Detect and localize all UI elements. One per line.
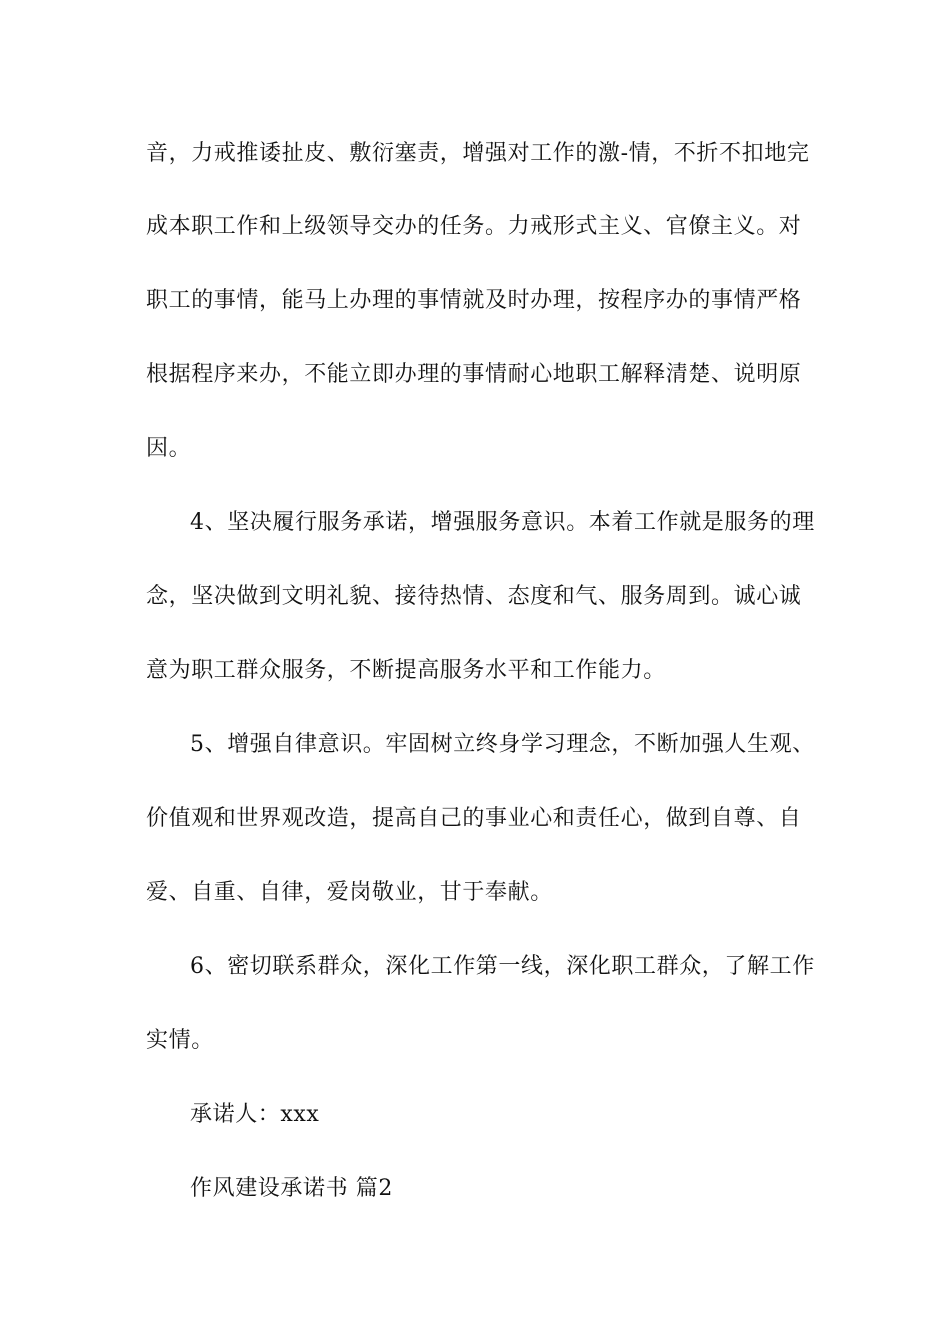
text-line: 成本职工作和上级领导交办的任务。力戒形式主义、官僚主义。对 — [146, 214, 802, 239]
text-line: 根据程序来办，不能立即办理的事情耐心地职工解释清楚、说明原 — [146, 362, 802, 387]
text-line: 音，力戒推诿扯皮、敷衍塞责，增强对工作的激-情，不折不扣地完 — [146, 141, 810, 166]
text-line: 6、密切联系群众，深化工作第一线，深化职工群众，了解工作 — [190, 954, 815, 979]
signature-line: 承诺人：xxx — [190, 1102, 320, 1127]
text-line: 实情。 — [146, 1028, 214, 1053]
text-line: 爱、自重、自律，爱岗敬业，甘于奉献。 — [146, 880, 553, 905]
text-line: 念，坚决做到文明礼貌、接待热情、态度和气、服务周到。诚心诚 — [146, 584, 802, 609]
text-line: 价值观和世界观改造，提高自己的事业心和责任心，做到自尊、自 — [146, 806, 802, 831]
text-line: 5、增强自律意识。牢固树立终身学习理念，不断加强人生观、 — [190, 732, 815, 757]
text-line: 因。 — [146, 436, 192, 461]
text-line: 4、坚决履行服务承诺，增强服务意识。本着工作就是服务的理 — [190, 510, 815, 535]
section-heading: 作风建设承诺书 篇2 — [190, 1176, 393, 1201]
text-line: 职工的事情，能马上办理的事情就及时办理，按程序办的事情严格 — [146, 288, 802, 313]
text-line: 意为职工群众服务，不断提高服务水平和工作能力。 — [146, 658, 666, 683]
